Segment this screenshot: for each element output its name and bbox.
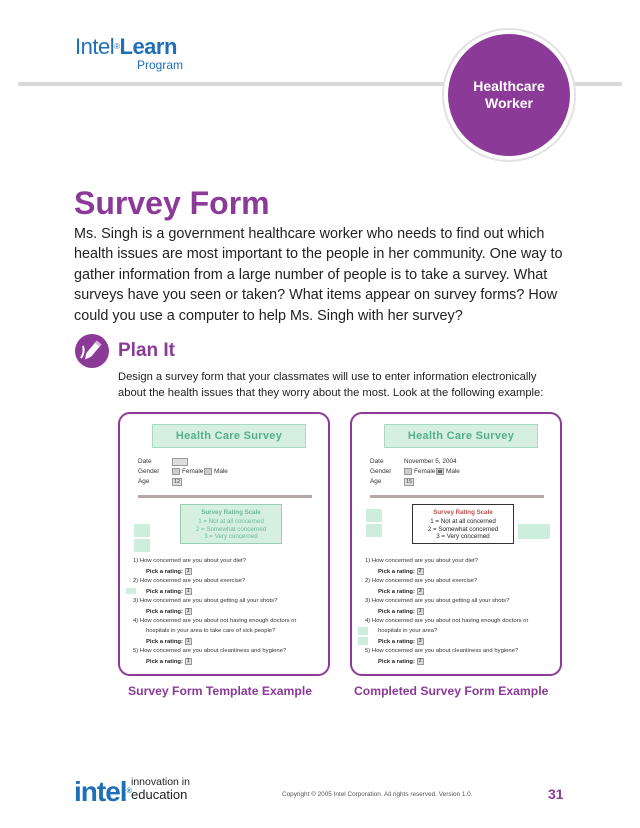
question-4: 4) How concerned are you about not having enough doctors or xyxy=(365,618,529,624)
pick-rating-5 xyxy=(146,658,192,666)
date-value[interactable]: November 5, 2004 xyxy=(404,458,457,465)
rating-scale-3: 3 = Very concerned xyxy=(204,533,258,541)
logo-intel-text: Intel xyxy=(75,34,115,59)
gender-label: Gender xyxy=(138,468,160,475)
intel-logo xyxy=(74,778,131,806)
rating-select[interactable]: 1 xyxy=(185,588,192,595)
pick-rating-3 xyxy=(146,608,192,616)
pick-rating-label: Pick a rating: xyxy=(146,589,183,596)
form-field-placeholder xyxy=(358,627,368,635)
logo-registered-mark: ® xyxy=(114,42,120,51)
innovation-in-education xyxy=(131,776,190,802)
edu-line-2: education xyxy=(131,787,188,802)
question-3: 3) How concerned are you about getting all your shots? xyxy=(133,598,278,604)
pick-rating-4 xyxy=(378,638,424,646)
edu-line-1: innovation in xyxy=(131,776,190,788)
gender-label: Gender xyxy=(370,468,392,475)
pick-rating-label: Pick a rating: xyxy=(378,569,415,576)
intel-registered-mark: ® xyxy=(126,788,131,795)
male-checkbox[interactable] xyxy=(436,468,444,475)
age-label: Age xyxy=(370,478,382,485)
pick-rating-1 xyxy=(378,568,424,576)
intel-logo-text: intel xyxy=(74,776,127,807)
logo-program-text: Program xyxy=(137,58,184,72)
rating-scale-3: 3 = Very concerned xyxy=(436,533,490,541)
rating-scale-1: 1 = Not at all concerned xyxy=(198,518,264,526)
female-label: Female xyxy=(414,468,436,475)
pick-rating-label: Pick a rating: xyxy=(146,569,183,576)
pick-rating-2 xyxy=(146,588,192,596)
rating-scale-box xyxy=(180,504,282,544)
rating-scale-1: 1 = Not at all concerned xyxy=(430,518,496,526)
female-checkbox[interactable] xyxy=(172,468,180,475)
copyright-notice: Copyright © 2005 Intel Corporation. All rights reserved. Version 1.0. xyxy=(282,791,473,798)
rating-select[interactable]: 3 xyxy=(417,588,424,595)
rating-select[interactable]: 1 xyxy=(185,638,192,645)
question-4-continued: hospitals in your area? xyxy=(378,628,438,634)
survey-title: Health Care Survey xyxy=(384,424,538,448)
male-label: Male xyxy=(446,468,460,475)
question-1: 1) How concerned are you about your diet? xyxy=(365,558,478,564)
rating-select[interactable]: 3 xyxy=(417,638,424,645)
question-3: 3) How concerned are you about getting all your shots? xyxy=(365,598,510,604)
male-label: Male xyxy=(214,468,228,475)
pick-rating-label: Pick a rating: xyxy=(378,589,415,596)
question-2: 2) How concerned are you about exercise? xyxy=(365,578,478,584)
section-divider xyxy=(370,495,544,498)
completed-caption: Completed Survey Form Example xyxy=(354,684,549,698)
pick-rating-label: Pick a rating: xyxy=(378,659,415,666)
form-field-placeholder xyxy=(366,524,382,537)
question-2: 2) How concerned are you about exercise? xyxy=(133,578,246,584)
pick-rating-3 xyxy=(378,608,424,616)
date-label: Date xyxy=(138,458,152,465)
survey-template-panel xyxy=(118,412,330,676)
pick-rating-2 xyxy=(378,588,424,596)
survey-completed-panel xyxy=(350,412,562,676)
male-checkbox[interactable] xyxy=(204,468,212,475)
intel-learn-logo xyxy=(75,36,183,72)
pick-rating-4 xyxy=(146,638,192,646)
form-field-placeholder xyxy=(126,588,136,594)
rating-scale-2: 2 = Somewhat concerned xyxy=(427,525,499,533)
pick-rating-label: Pick a rating: xyxy=(146,639,183,646)
rating-select[interactable]: 1 xyxy=(417,608,424,615)
healthcare-worker-badge xyxy=(448,34,570,156)
pick-rating-label: Pick a rating: xyxy=(378,609,415,616)
badge-line-2: Worker xyxy=(485,95,533,111)
rating-select[interactable]: 1 xyxy=(185,608,192,615)
plan-it-heading: Plan It xyxy=(118,340,176,361)
section-divider xyxy=(138,495,312,498)
rating-select[interactable]: 1 xyxy=(185,658,192,665)
rating-scale-box xyxy=(412,504,514,544)
pick-rating-label: Pick a rating: xyxy=(378,639,415,646)
intro-paragraph: Ms. Singh is a government healthcare worker who needs to find out which health issues are most important to the people in her community. One way to gather information from a large number of people is to take a survey. What surveys have you seen or taken? What items appear on survey forms? How could you use a computer to help Ms. Singh with her survey? xyxy=(74,226,563,324)
rating-scale-2: 2 = Somewhat concerned xyxy=(195,525,267,533)
question-1: 1) How concerned are you about your diet? xyxy=(133,558,246,564)
logo-learn-text: Learn xyxy=(119,34,177,59)
date-field[interactable] xyxy=(172,458,188,466)
age-field[interactable]: 12 xyxy=(173,479,181,485)
pick-rating-label: Pick a rating: xyxy=(146,609,183,616)
rating-select[interactable]: 2 xyxy=(417,568,424,575)
rating-select[interactable]: 1 xyxy=(185,568,192,575)
pencil-icon xyxy=(75,334,109,368)
pick-rating-5 xyxy=(378,658,424,666)
age-field[interactable]: 15 xyxy=(405,479,413,485)
template-caption: Survey Form Template Example xyxy=(128,684,313,698)
form-field-placeholder xyxy=(366,509,382,522)
question-5: 5) How concerned are you about cleanliness and hygiene? xyxy=(133,648,287,654)
page-number: 31 xyxy=(548,786,564,802)
form-field-placeholder xyxy=(134,539,150,552)
question-4-continued: hospitals in your area to take care of sick people? xyxy=(146,628,276,634)
rating-scale-title: Survey Rating Scale xyxy=(201,509,261,516)
form-field-placeholder xyxy=(518,524,550,539)
female-checkbox[interactable] xyxy=(404,468,412,475)
plan-it-text: Design a survey form that your classmates will use to enter information electronically about the health issues that they worry about the most. Look at the following example: xyxy=(118,371,544,399)
pick-rating-1 xyxy=(146,568,192,576)
page-title: Survey Form xyxy=(74,185,270,221)
survey-title: Health Care Survey xyxy=(152,424,306,448)
date-label: Date xyxy=(370,458,384,465)
female-label: Female xyxy=(182,468,204,475)
form-field-placeholder xyxy=(134,524,150,537)
rating-select[interactable]: 2 xyxy=(417,658,424,665)
form-field-placeholder xyxy=(358,637,368,645)
age-label: Age xyxy=(138,478,150,485)
question-4: 4) How concerned are you about not having enough doctors or xyxy=(133,618,297,624)
question-5: 5) How concerned are you about cleanliness and hygiene? xyxy=(365,648,519,654)
pick-rating-label: Pick a rating: xyxy=(146,659,183,666)
rating-scale-title: Survey Rating Scale xyxy=(433,509,493,516)
badge-line-1: Healthcare xyxy=(473,78,545,94)
